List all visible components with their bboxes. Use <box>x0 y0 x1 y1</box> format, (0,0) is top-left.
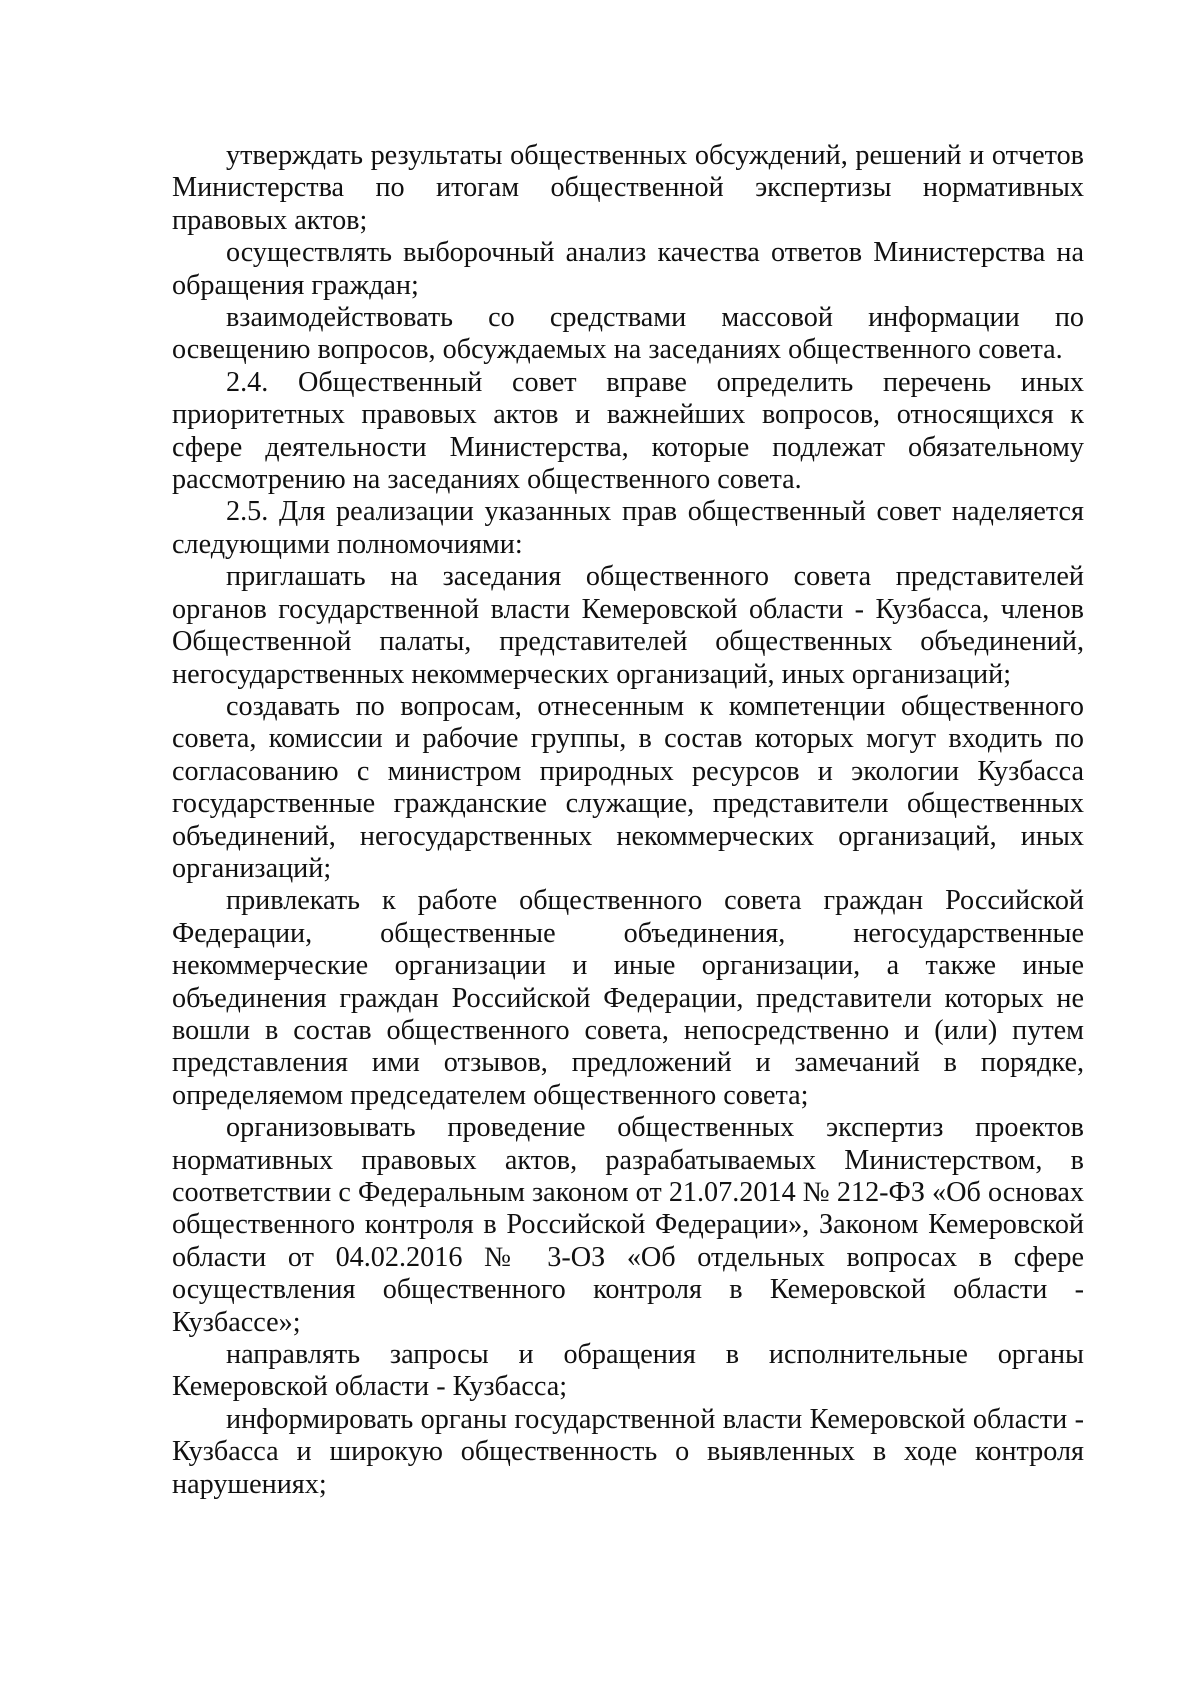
paragraph-media-interaction: взаимодействовать со средствами массовой информации по освещению вопросов, обсуждаемых на заседаниях общественного совета. <box>172 302 1084 366</box>
paragraph-involve-citizens: привлекать к работе общественного совета граждан Российской Федерации, общественные объединения, негосударственные некоммерческие организации и иные организации, а также иные объединения граждан Российской Федерации, представители которых не вошли в состав общественного совета, непосредственно и (или) путем представления ими отзывов, предложений и замечаний в порядке, определяемом председателем общественного совета; <box>172 885 1084 1111</box>
paragraph-section-2-5: 2.5. Для реализации указанных прав общественный совет наделяется следующими полномочиями: <box>172 496 1084 560</box>
paragraph-organize-expertise: организовывать проведение общественных экспертиз проектов нормативных правовых актов, разрабатываемых Министерством, в соответствии с Федеральным законом от 21.07.2014 № 212-ФЗ «Об основах общественного контроля в Российской Федерации», Законом Кемеровской области от 04.02.2016 № 3-ОЗ «Об отдельных вопросах в сфере осуществления общественного контроля в Кемеровской области - Кузбассе»; <box>172 1112 1084 1338</box>
paragraph-inform-authorities: информировать органы государственной власти Кемеровской области - Кузбасса и широкую общественность о выявленных в ходе контроля нарушениях; <box>172 1403 1084 1500</box>
document-page <box>172 140 1084 1501</box>
paragraph-section-2-4: 2.4. Общественный совет вправе определить перечень иных приоритетных правовых актов и важнейших вопросов, относящихся к сфере деятельности Министерства, которые подлежат обязательному рассмотрению на заседаниях общественного совета. <box>172 366 1084 496</box>
paragraph-invite-representatives: приглашать на заседания общественного совета представителей органов государственной власти Кемеровской области - Кузбасса, членов Общественной палаты, представителей общественных объединений, негосударственных некоммерческих организаций, иных организаций; <box>172 561 1084 690</box>
paragraph-analysis-answers: осуществлять выборочный анализ качества ответов Министерства на обращения граждан; <box>172 237 1084 301</box>
paragraph-approve-results: утверждать результаты общественных обсуждений, решений и отчетов Министерства по итогам общественной экспертизы нормативных правовых актов; <box>172 140 1084 236</box>
paragraph-send-requests: направлять запросы и обращения в исполнительные органы Кемеровской области - Кузбасса; <box>172 1339 1084 1403</box>
paragraph-create-commissions: создавать по вопросам, отнесенным к компетенции общественного совета, комиссии и рабочие группы, в состав которых могут входить по согласованию с министром природных ресурсов и экологии Кузбасса государственные гражданские служащие, представители общественных объединений, негосударственных некоммерческих организаций, иных организаций; <box>172 690 1084 884</box>
